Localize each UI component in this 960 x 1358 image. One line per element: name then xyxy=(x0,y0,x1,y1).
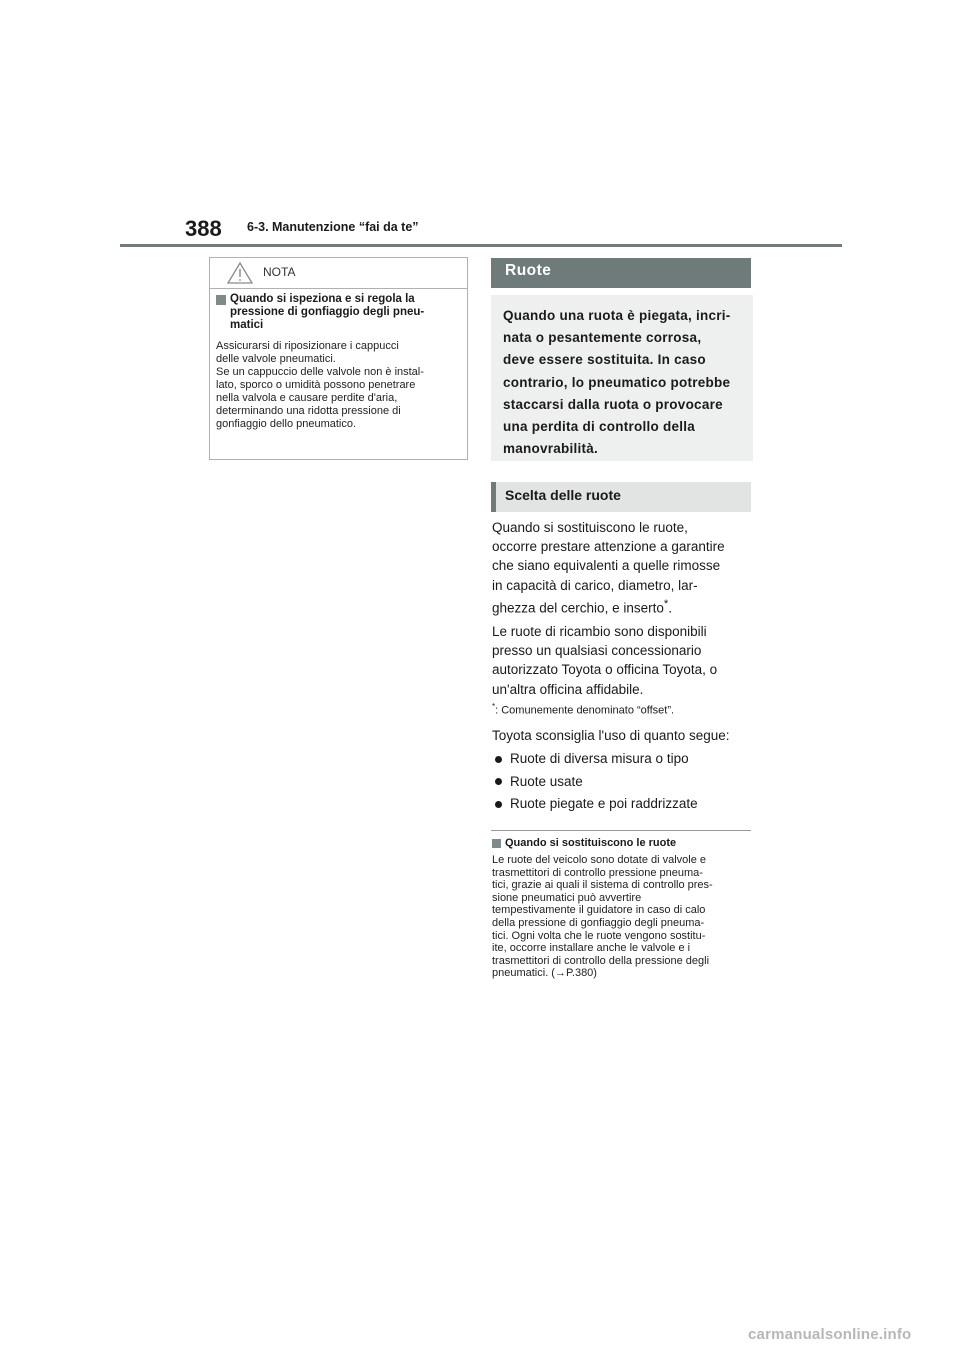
footnote-mark: * xyxy=(492,702,496,711)
info-divider xyxy=(491,830,751,831)
footnote xyxy=(492,702,674,717)
list-item xyxy=(492,793,698,816)
bullet-list xyxy=(492,748,698,816)
footnote-marker: * xyxy=(663,597,669,610)
spare-wheels-paragraph: Le ruote di ricambio sono disponibili presso un qualsiasi concessionario autorizzato Toyota o officina Toyota, o un'altra officina affidabile. xyxy=(492,624,718,697)
bullet-dot-icon xyxy=(495,778,502,785)
nota-text: Assicurarsi di riposizionare i cappucci delle valvole pneumatici. Se un cappuccio delle valvole non è instal- lato, sporco o umidità possono penetrare nella valvola e causare perdite d'aria, determinando una ridotta pressione di gonfiaggio dello pneumatico. xyxy=(216,340,424,430)
nota-header xyxy=(210,258,467,289)
toyota-advice-paragraph: Toyota sconsiglia l'uso di quanto segue: xyxy=(492,728,730,743)
list-item-text: Ruote di diversa misura o tipo xyxy=(510,751,689,766)
ruote-banner xyxy=(491,258,751,288)
page-number: 388 xyxy=(185,216,222,241)
nota-heading-text: Quando si ispeziona e si regola la pressione di gonfiaggio degli pneu-matici xyxy=(230,293,425,331)
square-bullet-icon xyxy=(492,839,501,848)
wheel-choice-period: . xyxy=(668,600,673,616)
wheel-warning-box xyxy=(491,295,753,461)
watermark: carmanualsonline.info xyxy=(748,1326,912,1343)
scelta-banner-title: Scelta delle ruote xyxy=(505,487,621,503)
warning-triangle-icon xyxy=(227,262,253,284)
bullet-dot-icon xyxy=(495,801,502,808)
list-item xyxy=(492,771,698,794)
header-rule xyxy=(120,244,842,247)
scelta-banner xyxy=(491,482,751,512)
wheel-choice-paragraph xyxy=(492,518,754,618)
list-item-text: Ruote usate xyxy=(510,773,583,789)
info-text: Le ruote del veicolo sono dotate di valvole e trasmettitori di controllo pressione pneuma- tici, grazie ai quali il sistema di controllo pres- sione pneumatici può avvertire tempestivamente il guidatore in caso di calo della pressione di gonfiaggio degli pneuma- tici. Ogni volta che le ruote vengono sostitu- ite, occorre installare anche le valvole e i trasmettitori di controllo della pressione degli pneumatici. (→P.380) xyxy=(492,854,713,980)
nota-body xyxy=(210,289,467,431)
section-title: 6-3. Manutenzione “fai da te” xyxy=(247,220,419,234)
nota-box xyxy=(209,257,468,460)
nota-heading xyxy=(216,293,461,332)
ruote-banner-title: Ruote xyxy=(505,262,552,279)
footnote-text: : Comunemente denominato “offset”. xyxy=(495,704,675,717)
info-heading xyxy=(492,837,676,849)
info-heading-text: Quando si sostituiscono le ruote xyxy=(505,837,677,849)
wheel-warning-text: Quando una ruota è piegata, incri- nata o pesantemente corrosa, deve essere sostituita. In caso contrario, lo pneumatico potrebbe staccarsi dalla ruota o provocare una perdita di controllo della manovrabilità. xyxy=(503,308,731,457)
list-item-text: Ruote piegate e poi raddrizzate xyxy=(510,796,698,811)
nota-label: NOTA xyxy=(263,265,296,279)
square-bullet-icon xyxy=(216,295,226,305)
list-item xyxy=(492,748,698,771)
wheel-choice-text: Quando si sostituiscono le ruote, occorre prestare attenzione a garantire che siano equivalenti a quelle rimosse in capacità di carico, diametro, lar- ghezza del cerchio, e inserto xyxy=(492,520,725,616)
bullet-dot-icon xyxy=(495,756,502,763)
